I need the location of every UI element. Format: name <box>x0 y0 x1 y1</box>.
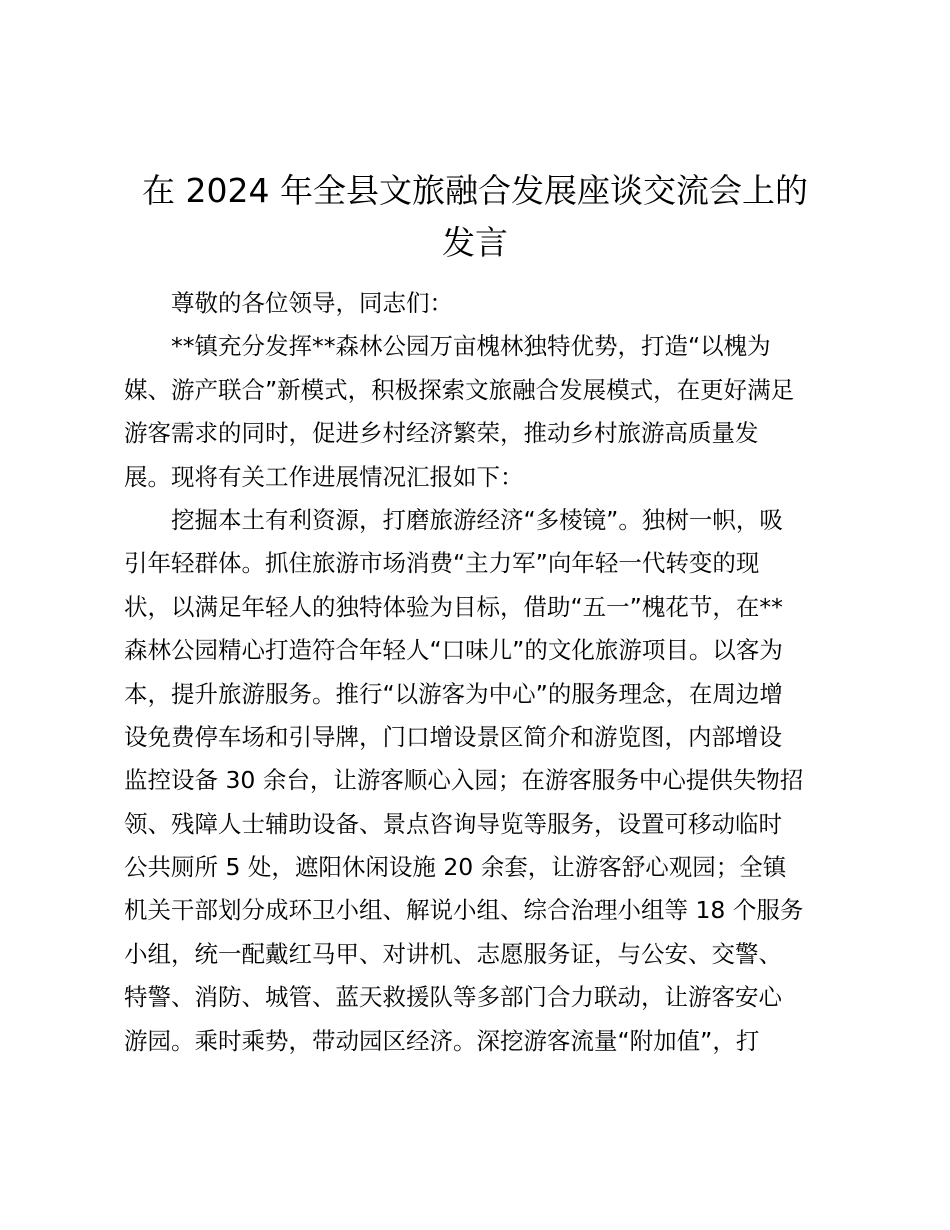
title-line-2: 发言 <box>442 223 508 262</box>
document-title <box>110 165 840 269</box>
body-line: 游客需求的同时，促进乡村经济繁荣，推动乡村旅游高质量发 <box>124 419 759 448</box>
body-line: **镇充分发挥**森林公园万亩槐林独特优势，打造“以槐为 <box>124 332 771 361</box>
body-line: 机关干部划分成环卫小组、解说小组、综合治理小组等 18 个服务 <box>124 896 804 925</box>
body-line: 游园。乘时乘势，带动园区经济。深挖游客流量“附加值”，打 <box>124 1026 760 1055</box>
body-line: 状，以满足年轻人的独特体验为目标，借助“五一”槐花节，在** <box>124 592 783 621</box>
body-line: 领、残障人士辅助设备、景点咨询导览等服务，设置可移动临时 <box>124 809 782 838</box>
body-line: 挖掘本土有利资源，打磨旅游经济“多棱镜”。独树一帜，吸 <box>124 505 783 534</box>
body-line: 森林公园精心打造符合年轻人“口味儿”的文化旅游项目。以客为 <box>124 636 783 665</box>
body-line: 特警、消防、城管、蓝天救援队等多部门合力联动，让游客安心 <box>124 983 782 1012</box>
body-line: 公共厕所 5 处，遮阳休闲设施 20 余套，让游客舒心观园；全镇 <box>124 853 787 882</box>
body-line: 引年轻群体。抓住旅游市场消费“主力军”向年轻一代转变的现 <box>124 549 760 578</box>
body-line: 尊敬的各位领导，同志们： <box>124 289 453 317</box>
title-line-1: 在 2024 年全县文旅融合发展座谈交流会上的 <box>142 171 808 210</box>
document-body <box>124 282 840 1063</box>
body-line: 媒、游产联合”新模式，积极探索文旅融合发展模式，在更好满足 <box>124 375 795 404</box>
body-line: 本，提升旅游服务。推行“以游客为中心”的服务理念，在周边增 <box>124 679 783 708</box>
body-line: 设免费停车场和引导牌，门口增设景区简介和游览图，内部增设 <box>124 722 782 751</box>
body-line: 展。现将有关工作进展情况汇报如下： <box>124 462 524 491</box>
body-line: 小组，统一配戴红马甲、对讲机、志愿服务证，与公安、交警、 <box>124 939 782 968</box>
body-line: 监控设备 30 余台，让游客顺心入园；在游客服务中心提供失物招 <box>124 766 804 795</box>
